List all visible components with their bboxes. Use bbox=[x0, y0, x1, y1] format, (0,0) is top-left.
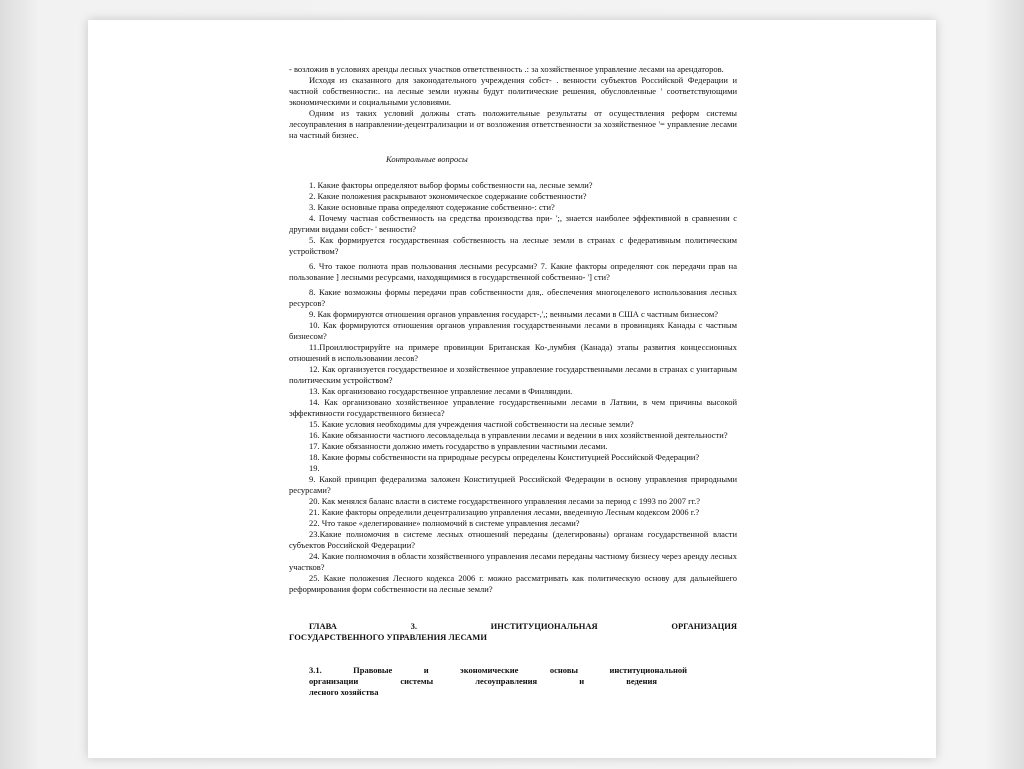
subsection-word: институциональной bbox=[609, 665, 687, 675]
intro-paragraph: Одним из таких условий должны стать положительные результаты от осуществления реформ системы лесоуправления в направлении-децентрализации и от возложения ответственности за хозяйственное '= управление лесами на частный бизнес. bbox=[289, 108, 737, 140]
section-title: Контрольные вопросы bbox=[386, 154, 468, 164]
question-item: 21. Какие факторы определили децентрализацию управления лесами, введенную Лесным кодексом 2006 г.? bbox=[309, 507, 700, 517]
question-item: 16. Какие обязанности частного лесовладельца в управлении лесами и ведении в них хозяйственной деятельности? bbox=[309, 430, 728, 440]
question-item: 11.Проиллюстрируйте на примере провинции Британская Ко-,лумбия (Канада) этапы развития концессионных отношений в использовании лесов? bbox=[289, 342, 737, 363]
subsection-word: 3.1. bbox=[309, 665, 322, 675]
subsection-word: лесоуправления bbox=[475, 676, 538, 686]
chapter-number: 3. bbox=[410, 621, 417, 631]
question-item: 9. Какой принцип федерализма заложен Конституцией Российской Федерации в основу управления природными ресурсами? bbox=[289, 474, 737, 495]
chapter-word: ГЛАВА bbox=[309, 621, 337, 631]
question-item: 17. Какие обязанности должно иметь государство в управлении частными лесами. bbox=[309, 441, 608, 451]
subsection-title-line: лесного хозяйства bbox=[309, 687, 379, 697]
question-item: 18. Какие формы собственности на природные ресурсы определены Конституцией Российской Федерации? bbox=[309, 452, 700, 462]
question-item: 3. Какие основные права определяют содержание собственно-: сти? bbox=[309, 202, 555, 212]
intro-paragraph: Исходя из сказанного для законодательного учреждения собст- . венности субъектов Российской Федерации и частной собственности:. на лесные земли нужны будут политические решения, обусловленные ' соответствующими экономическими и социальными условиями. bbox=[289, 75, 737, 107]
subsection-word: и bbox=[423, 665, 429, 675]
subsection-word: системы bbox=[400, 676, 434, 686]
subsection-heading bbox=[289, 665, 737, 698]
subsection-word: ведения bbox=[626, 676, 657, 686]
question-item: 9. Как формируются отношения органов управления государст-,',; венными лесами в США с частным бизнесом? bbox=[309, 309, 719, 319]
chapter-word: ИНСТИТУЦИОНАЛЬНАЯ bbox=[490, 621, 598, 631]
question-item: 15. Какие условия необходимы для учреждения частной собственности на лесные земли? bbox=[309, 419, 634, 429]
question-item: 1. Какие факторы определяют выбор формы собственности на, лесные земли? bbox=[309, 180, 593, 190]
question-item: 13. Как организовано государственное управление лесами в Финляндии. bbox=[309, 386, 573, 396]
question-item: 23.Какие полномочия в системе лесных отношений переданы (делегированы) органам государственной власти субъектов Российской Федерации? bbox=[289, 529, 737, 550]
document-page bbox=[88, 20, 936, 758]
question-item: 5. Как формируется государственная собственность на лесные земли в странах с федеративным политическим устройством? bbox=[289, 235, 737, 256]
subsection-word: и bbox=[579, 676, 585, 686]
page-content bbox=[289, 64, 737, 698]
chapter-title-line: ГОСУДАРСТВЕННОГО УПРАВЛЕНИЯ ЛЕСАМИ bbox=[289, 632, 487, 642]
subsection-word: экономические bbox=[460, 665, 519, 675]
subsection-word: организации bbox=[309, 676, 359, 686]
question-item: 12. Как организуется государственное и хозяйственное управление государственными лесами в странах с унитарным политическим устройством? bbox=[289, 364, 737, 385]
subsection-word: основы bbox=[549, 665, 579, 675]
question-item: 14. Как организовано хозяйственное управление государственными лесами в Латвии, в чем причины высокой эффективности государственного бизнеса? bbox=[289, 397, 737, 418]
chapter-word: ОРГАНИЗАЦИЯ bbox=[671, 621, 737, 631]
question-item: 8. Какие возможны формы передачи прав собственности для,. обеспечения многоцелевого использования лесных ресурсов? bbox=[289, 287, 737, 308]
question-item: 4. Почему частная собственность на средства производства при- ';, знается наиболее эффективной в сравнении с другими видами собст- ' венности? bbox=[289, 213, 737, 234]
question-item: 24. Какие полномочия в области хозяйственного управления лесами переданы частному бизнесу через аренду лесных участков? bbox=[289, 551, 737, 572]
question-item: 10. Как формируются отношения органов управления государственными лесами в провинциях Канады с частным бизнесом? bbox=[289, 320, 737, 341]
intro-paragraph: - возложив в условиях аренды лесных участков ответственность .: за хозяйственное управление лесами на арендаторов. bbox=[289, 64, 724, 74]
question-item: 22. Что такое «делегирование» полномочий в системе управления лесами? bbox=[309, 518, 580, 528]
question-item: 19. bbox=[309, 463, 320, 473]
question-item: 20. Как менялся баланс власти в системе государственного управления лесами за период с 1993 по 2007 гг.? bbox=[309, 496, 700, 506]
subsection-word: Правовые bbox=[353, 665, 393, 675]
question-item: 6. Что такое полнота прав пользования лесными ресурсами? 7. Какие факторы определяют сок передачи прав на пользование ] лесными ресурсами, находящимися в государственной собственно- '] сти? bbox=[289, 261, 737, 282]
question-item: 2. Какие положения раскрывают экономическое содержание собственности? bbox=[309, 191, 587, 201]
chapter-heading bbox=[289, 621, 737, 643]
question-item: 25. Какие положения Лесного кодекса 2006 г. можно рассматривать как политическую основу для дальнейшего реформирования форм собственности на лесные земли? bbox=[289, 573, 737, 594]
